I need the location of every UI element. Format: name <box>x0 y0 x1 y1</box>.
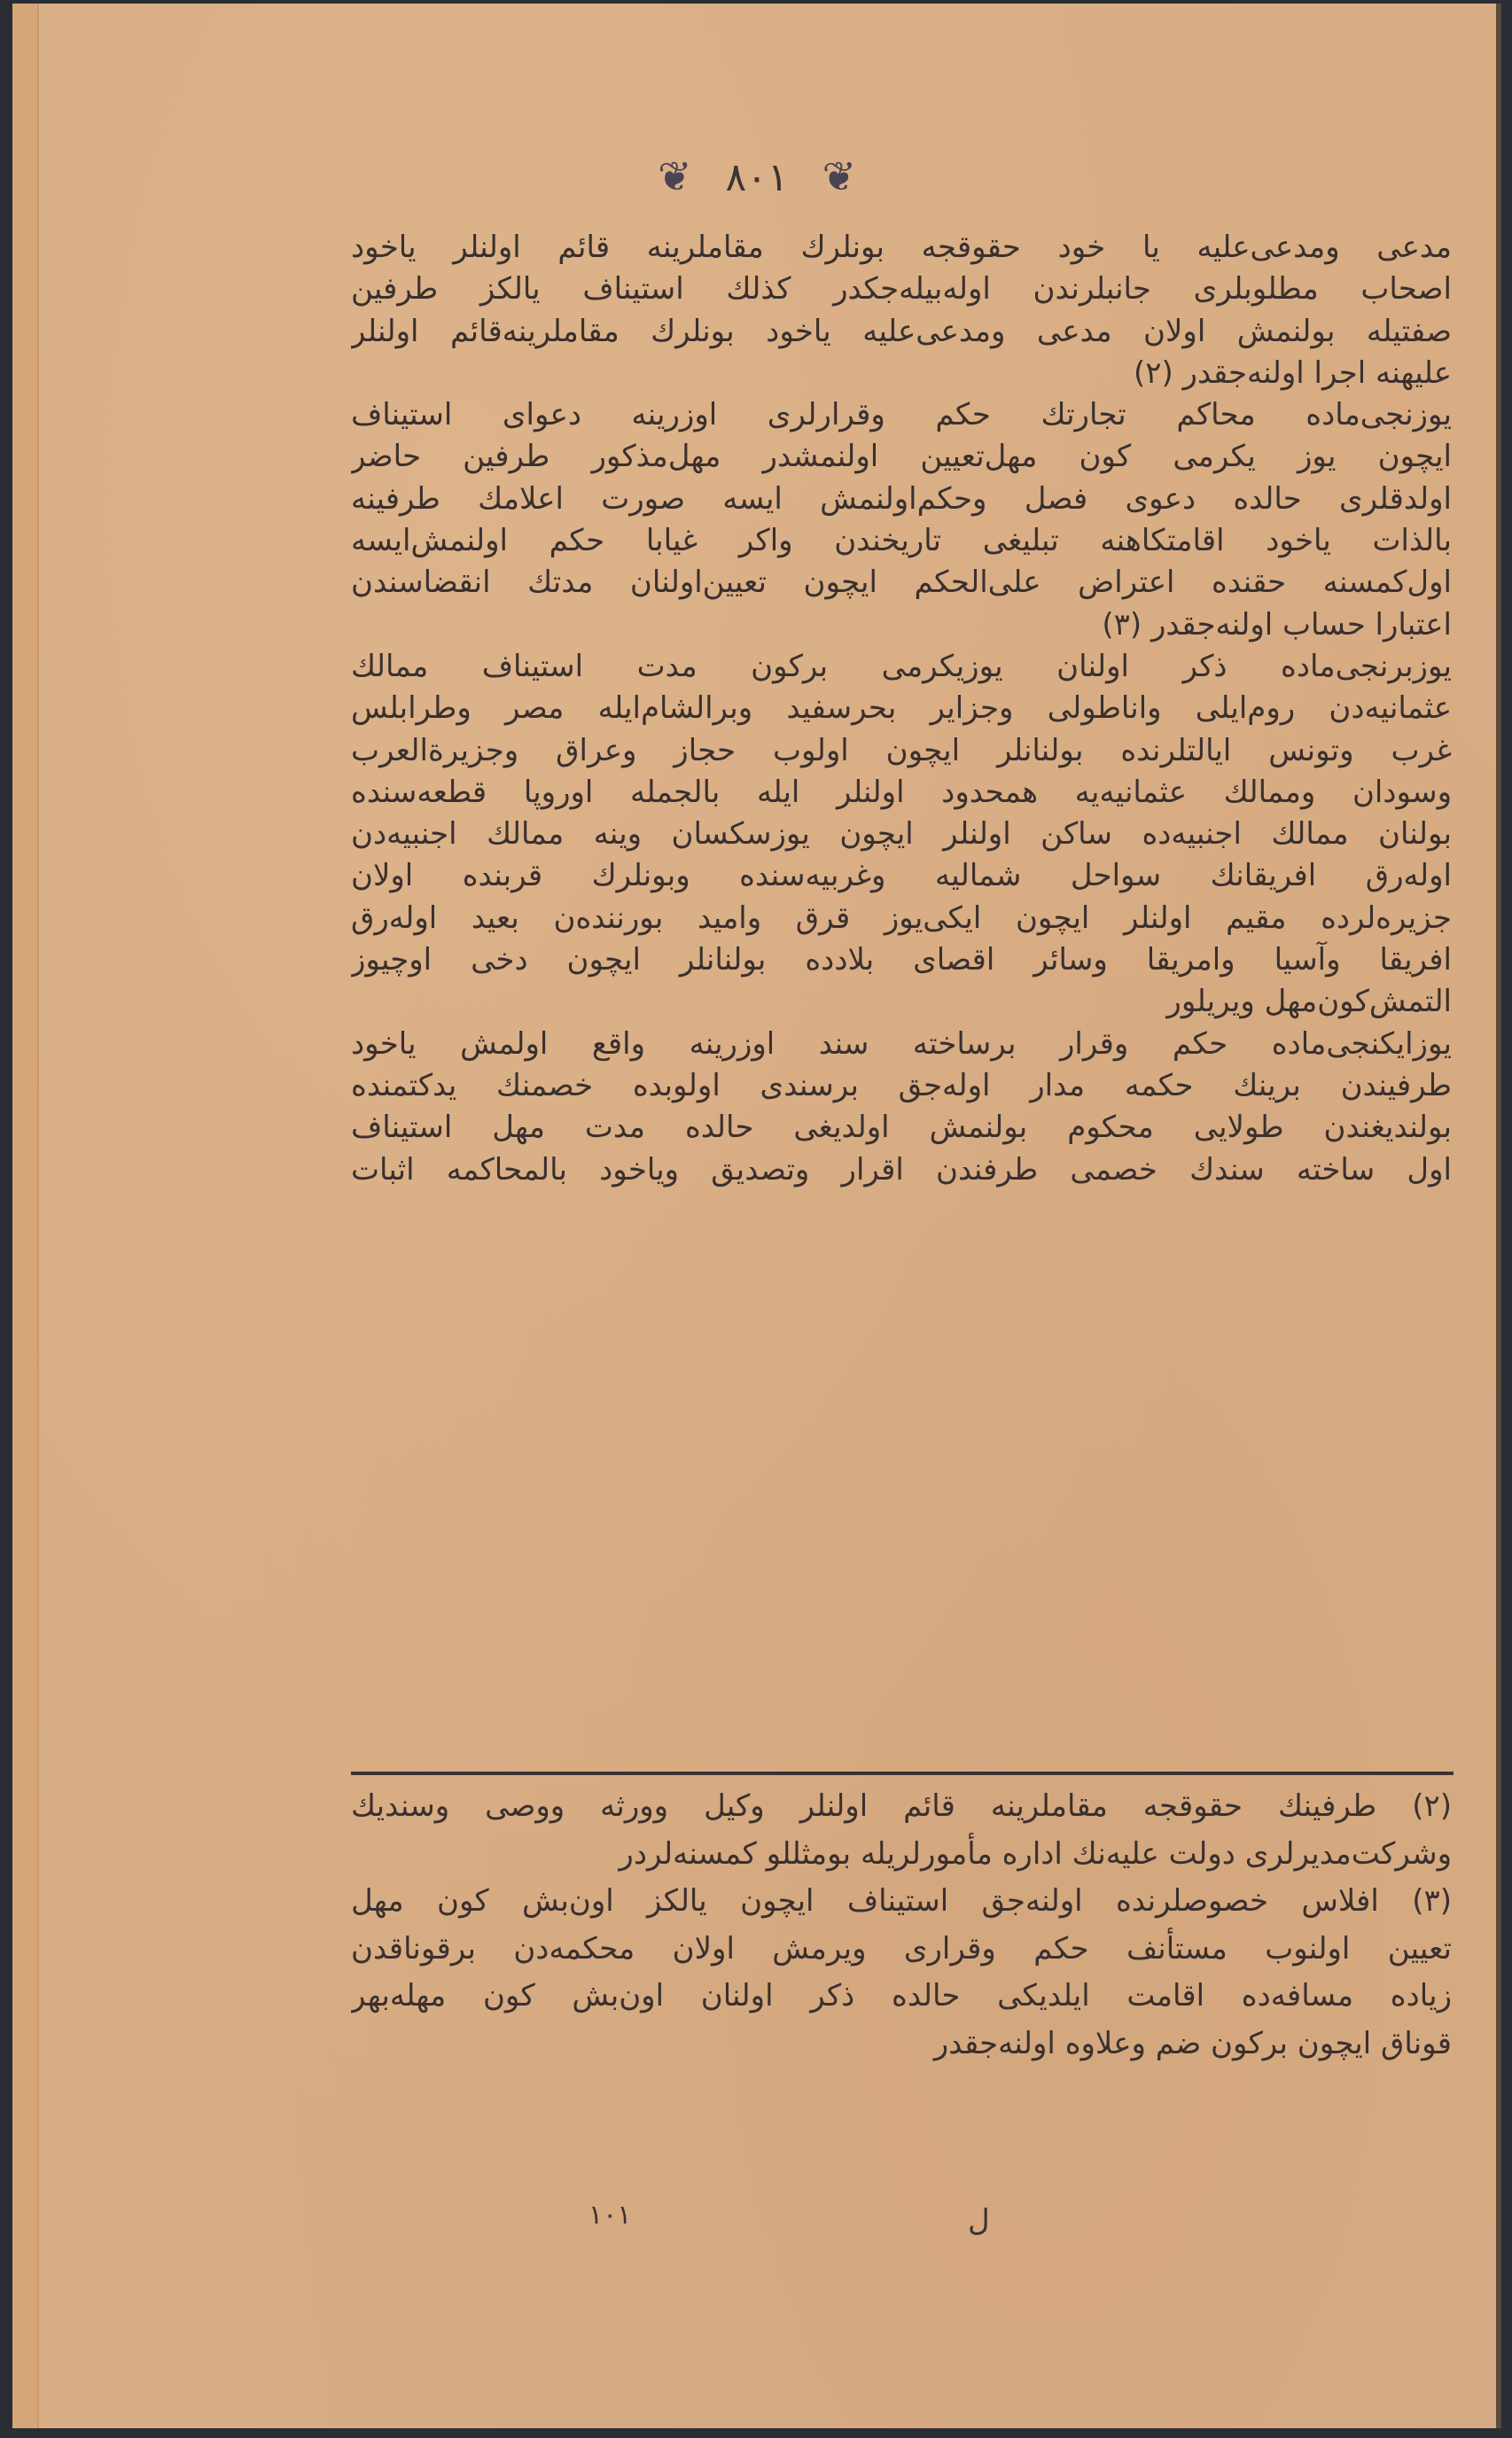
text-line: صفتيله بولنمش اولان مدعى ومدعى‌عليه ياخود بونلرك مقاملرينه‌قائم اولنلر <box>351 313 1452 349</box>
article-102-line: يوزايكنجى‌ماده حكم وقرار برساخته سند اوزرينه واقع اولمش ياخود <box>351 1025 1452 1062</box>
footnote-2-line: وشركت‌مديرلرى دولت عليه‌نك اداره مأمورلريله بومثللو كمسنه‌لردر <box>619 1835 1452 1872</box>
page-right-edge <box>1496 4 1501 2428</box>
footnote-divider <box>351 1772 1454 1775</box>
text-line: اوله‌رق افريقانك سواحل شماليه وغربيه‌سنده وبونلرك قربنده اولان <box>351 858 1452 894</box>
text-line: غرب وتونس ايالتلرنده بولنانلر ايچون اولوب حجاز وعراق وجزيرة‌العرب <box>351 732 1452 768</box>
footnotes <box>351 1783 1452 2068</box>
text-line: جزيره‌لرده مقيم اولنلر ايچون ايكى‌يوز قرق واميد بورننده‌ن بعيد اوله‌رق <box>351 900 1452 936</box>
scanned-page <box>12 4 1501 2428</box>
sheet-number: ١٠١ <box>588 2200 632 2231</box>
text-line: ايچون يوز يكرمى كون مهل‌تعيين اولنمشدر مهل‌مذكور طرفين حاضر <box>351 439 1452 475</box>
text-line: طرفيندن برينك حكمه مدار اوله‌جق برسندى اولوبده خصمنك يدكتمنده <box>351 1067 1452 1103</box>
text-line: عثمانيه‌دن روم‌ايلى واناطولى وجزاير بحرسفيد وبرالشام‌ايله مصر وطرابلس <box>351 690 1452 727</box>
page-header <box>12 152 1501 200</box>
footnote-3-line: قوناق ايچون بركون ضم وعلاوه اولنه‌جقدر <box>933 2025 1452 2061</box>
text-line: التمش‌كون‌مهل ويريلور <box>1166 984 1452 1020</box>
body-text <box>351 227 1452 1191</box>
text-line: بولنان ممالك اجنبيه‌ده ساكن اولنلر ايچون يوزسكسان وينه ممالك اجنبيه‌دن <box>351 816 1452 853</box>
footnote-3-line: زياده مسافه‌ده اقامت ايلديكى حالده ذكر اولنان اون‌بش كون مهله‌بهر <box>351 1978 1452 2013</box>
footnote-3-line: (٣) افلاس خصوصلرنده اولنه‌جق استيناف ايچون يالكز اون‌بش كون مهل <box>351 1883 1452 1919</box>
text-line: اول‌كمسنه حقنده اعتراض على‌الحكم ايچون تعيين‌اولنان مدتك انقضاسندن <box>351 565 1452 601</box>
ornament-icon: ❦ <box>822 152 856 200</box>
ornament-icon: ❦ <box>658 152 692 200</box>
text-line: اعتبارا حساب اولنه‌جقدر (٣) <box>1102 606 1452 643</box>
text-line: وسودان وممالك عثمانيه‌يه همحدود اولنلر ايله بالجمله اوروپا قطعه‌سنده <box>351 774 1452 810</box>
article-100-line: يوزنجى‌ماده محاكم تجارتك حكم وقرارلرى اوزرينه دعواى استيناف <box>351 397 1452 433</box>
signature-mark: ل <box>968 2203 990 2239</box>
text-line: بالذات ياخود اقامتكاهنه تبليغى تاريخندن واكر غيابا حكم اولنمش‌ايسه <box>351 523 1452 559</box>
footnote-3-line: تعيين اولنوب مستأنف حكم وقرارى ويرمش اولان محكمه‌دن برقوناقدن <box>351 1930 1452 1967</box>
text-line: مدعى ومدعى‌عليه يا خود حقوقجه بونلرك مقاملرينه قائم اولنلر ياخود <box>351 230 1452 265</box>
footnote-2-line: (٢) طرفينك حقوقجه مقاملرينه قائم اولنلر وكيل وورثه ووصى وسنديك <box>351 1788 1452 1824</box>
text-line: عليهنه اجرا اولنه‌جقدر (٢) <box>1133 354 1452 391</box>
text-line: اول ساخته سندك خصمى طرفندن اقرار وتصديق وياخود بالمحاكمه اثبات <box>351 1151 1452 1188</box>
text-line: اولدقلرى حالده دعوى فصل وحكم‌اولنمش ايسه صورت اعلامك طرفينه <box>351 480 1452 517</box>
text-line: اصحاب مطلوبلرى جانبلرندن اوله‌بيله‌جكدر كذلك استيناف يالكز طرفين <box>351 271 1452 308</box>
page-number: ٨٠١ <box>725 155 789 200</box>
text-line: افريقا وآسيا وامريقا وسائر اقصاى بلادده بولنانلر ايچون دخى اوچيوز <box>351 942 1452 978</box>
article-101-line: يوزبرنجى‌ماده ذكر اولنان يوزيكرمى بركون مدت استيناف ممالك <box>351 648 1452 684</box>
page-left-edge <box>12 4 39 2428</box>
text-line: بولنديغندن طولايى محكوم بولنمش اولديغى حالده مدت مهل استيناف <box>351 1110 1452 1146</box>
